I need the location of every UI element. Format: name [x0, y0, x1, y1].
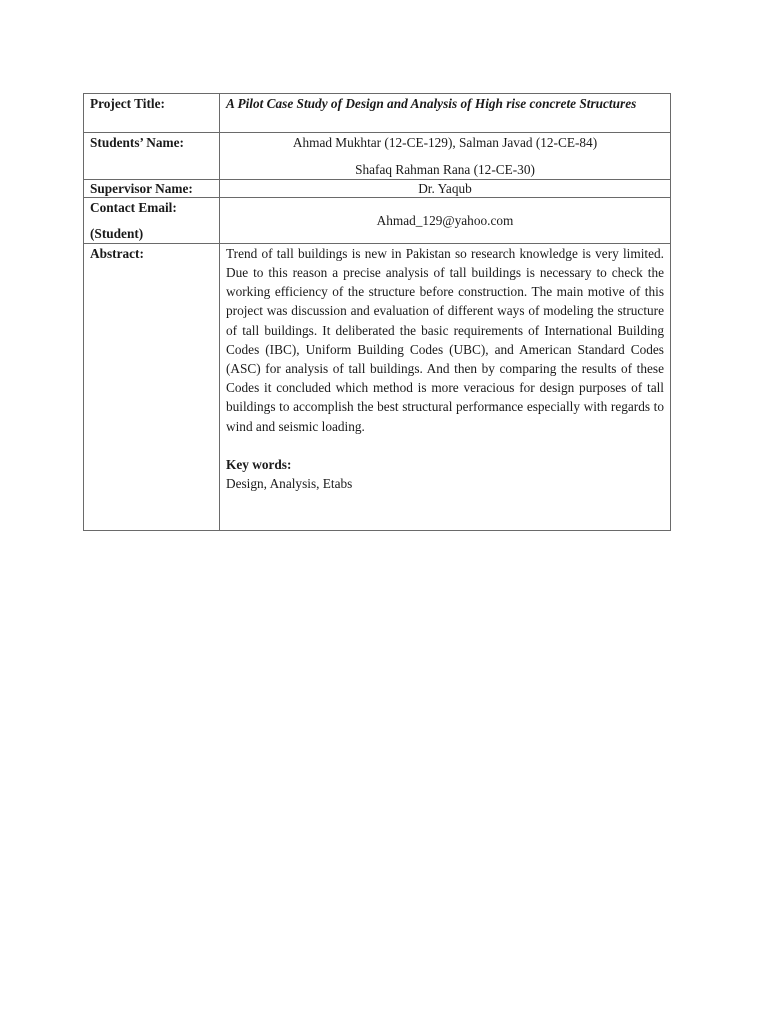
project-title-value: A Pilot Case Study of Design and Analysis of High rise concrete Structures — [226, 96, 637, 111]
supervisor-value: Dr. Yaqub — [220, 180, 671, 198]
contact-email-row — [84, 198, 671, 243]
project-title-value-cell — [220, 94, 671, 133]
students-value-cell — [220, 133, 671, 180]
supervisor-row — [84, 180, 671, 198]
students-line-2: Shafaq Rahman Rana (12-CE-30) — [355, 162, 535, 178]
abstract-value-cell — [220, 243, 671, 530]
abstract-row — [84, 243, 671, 530]
contact-email-value: Ahmad_129@yahoo.com — [220, 198, 671, 243]
students-line-1: Ahmad Mukhtar (12-CE-129), Salman Javad (12-CE-84) — [292, 135, 598, 150]
contact-email-label: Contact Email: — [90, 200, 177, 216]
students-row — [84, 133, 671, 180]
keywords-heading: Key words: — [226, 456, 292, 472]
contact-email-sublabel: (Student) — [90, 225, 144, 241]
project-info-table — [83, 93, 671, 531]
supervisor-label: Supervisor Name: — [84, 180, 220, 198]
contact-email-label-cell — [84, 198, 220, 243]
abstract-text: Trend of tall buildings is new in Pakistan so research knowledge is very limited. Due to this reason a precise analysis of tall buildings is necessary to check the working efficiency of the structure before construction. The main motive of this project was discussion and evaluation of different ways of modeling the structure of tall buildings. It deliberated the basic requirements of International Building Codes (IBC), Uniform Building Codes (UBC), and American Standard Codes (ASC) for analysis of tall buildings. And then by comparing the results of these Codes it concluded which method is more veracious for design purposes of tall buildings to accomplish the best structural performance especially with regards to wind and seismic loading. — [226, 245, 664, 434]
keywords-list: Design, Analysis, Etabs — [226, 476, 353, 492]
document-page — [83, 93, 671, 531]
project-title-row — [84, 94, 671, 133]
project-title-label: Project Title: — [84, 94, 220, 133]
students-label: Students’ Name: — [84, 133, 220, 180]
abstract-label: Abstract: — [84, 243, 220, 530]
